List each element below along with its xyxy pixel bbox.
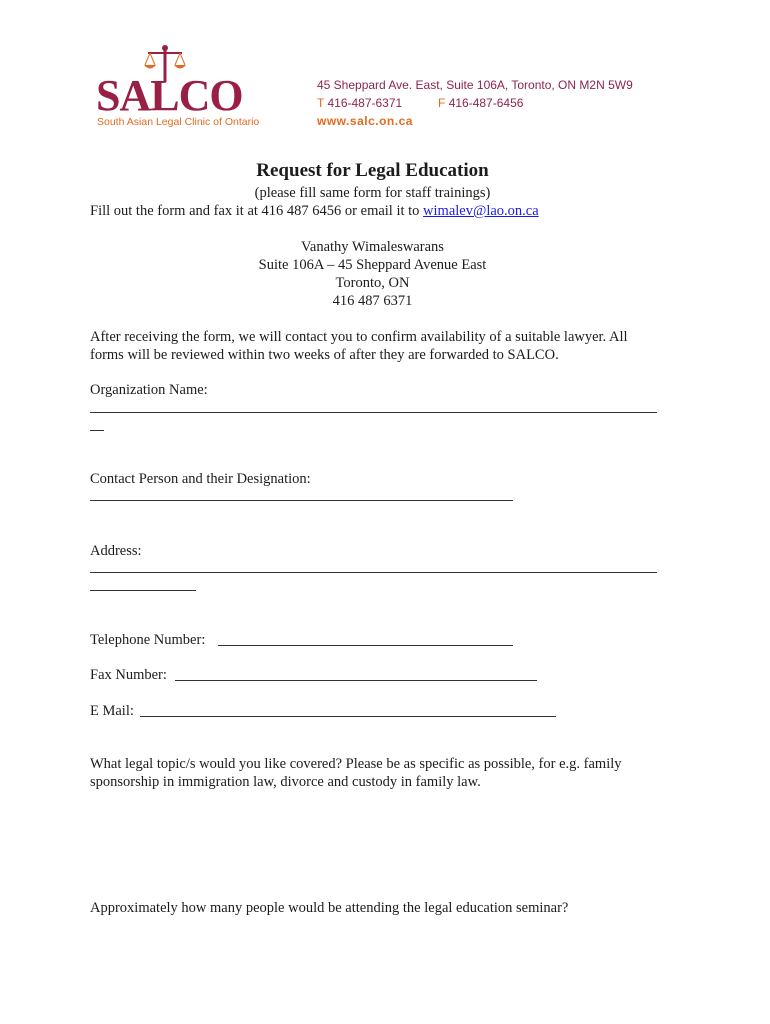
contact-person-field[interactable] xyxy=(90,500,513,501)
email-label: E Mail: xyxy=(90,703,134,719)
intro-line-2: forms will be reviewed within two weeks of after they are forwarded to SALCO. xyxy=(90,347,559,363)
telephone-field[interactable] xyxy=(218,645,513,646)
contact-name: Vanathy Wimaleswarans xyxy=(301,239,444,255)
organization-field-continued[interactable] xyxy=(90,430,104,431)
phone-label: T xyxy=(317,96,325,110)
website-link[interactable]: www.salc.on.ca xyxy=(317,114,413,128)
logo-wordmark: SALCO xyxy=(96,71,243,120)
salco-logo xyxy=(96,44,266,134)
phone-number: 416-487-6371 xyxy=(327,96,403,110)
contact-phone: 416 487 6371 xyxy=(332,293,413,309)
instruction-line xyxy=(90,202,539,220)
contact-person-label: Contact Person and their Designation: xyxy=(90,471,311,487)
organization-label: Organization Name: xyxy=(90,382,208,398)
fax-label-field: Fax Number: xyxy=(90,667,167,683)
organization-field[interactable] xyxy=(90,412,657,413)
topic-question-line-1: What legal topic/s would you like covered? Please be as specific as possible, for e.g. family xyxy=(90,756,622,772)
subtitle: (please fill same form for staff trainings) xyxy=(254,185,491,201)
logo-subtitle: South Asian Legal Clinic of Ontario xyxy=(97,116,260,128)
fax-number: 416-487-6456 xyxy=(448,96,524,110)
email-field[interactable] xyxy=(140,716,556,717)
attendance-question: Approximately how many people would be attending the legal education seminar? xyxy=(90,900,569,916)
telephone-label: Telephone Number: xyxy=(90,632,206,648)
contact-street: Suite 106A – 45 Sheppard Avenue East xyxy=(258,257,487,273)
fax-field[interactable] xyxy=(175,680,537,681)
page-title: Request for Legal Education xyxy=(256,160,489,181)
header-contact xyxy=(317,76,633,130)
address-label: Address: xyxy=(90,543,142,559)
topic-question-line-2: sponsorship in immigration law, divorce and custody in family law. xyxy=(90,774,481,790)
instruction-text: Fill out the form and fax it at 416 487 6456 or email it to xyxy=(90,203,424,219)
header-address: 45 Sheppard Ave. East, Suite 106A, Toronto, ON M2N 5W9 xyxy=(317,78,633,92)
email-link[interactable]: wimalev@lao.on.ca xyxy=(423,203,539,219)
address-field[interactable] xyxy=(90,572,657,573)
contact-city: Toronto, ON xyxy=(335,275,410,291)
address-field-continued[interactable] xyxy=(90,590,196,591)
intro-line-1: After receiving the form, we will contact you to confirm availability of a suitable lawyer. All xyxy=(90,329,628,345)
fax-label: F xyxy=(438,96,446,110)
